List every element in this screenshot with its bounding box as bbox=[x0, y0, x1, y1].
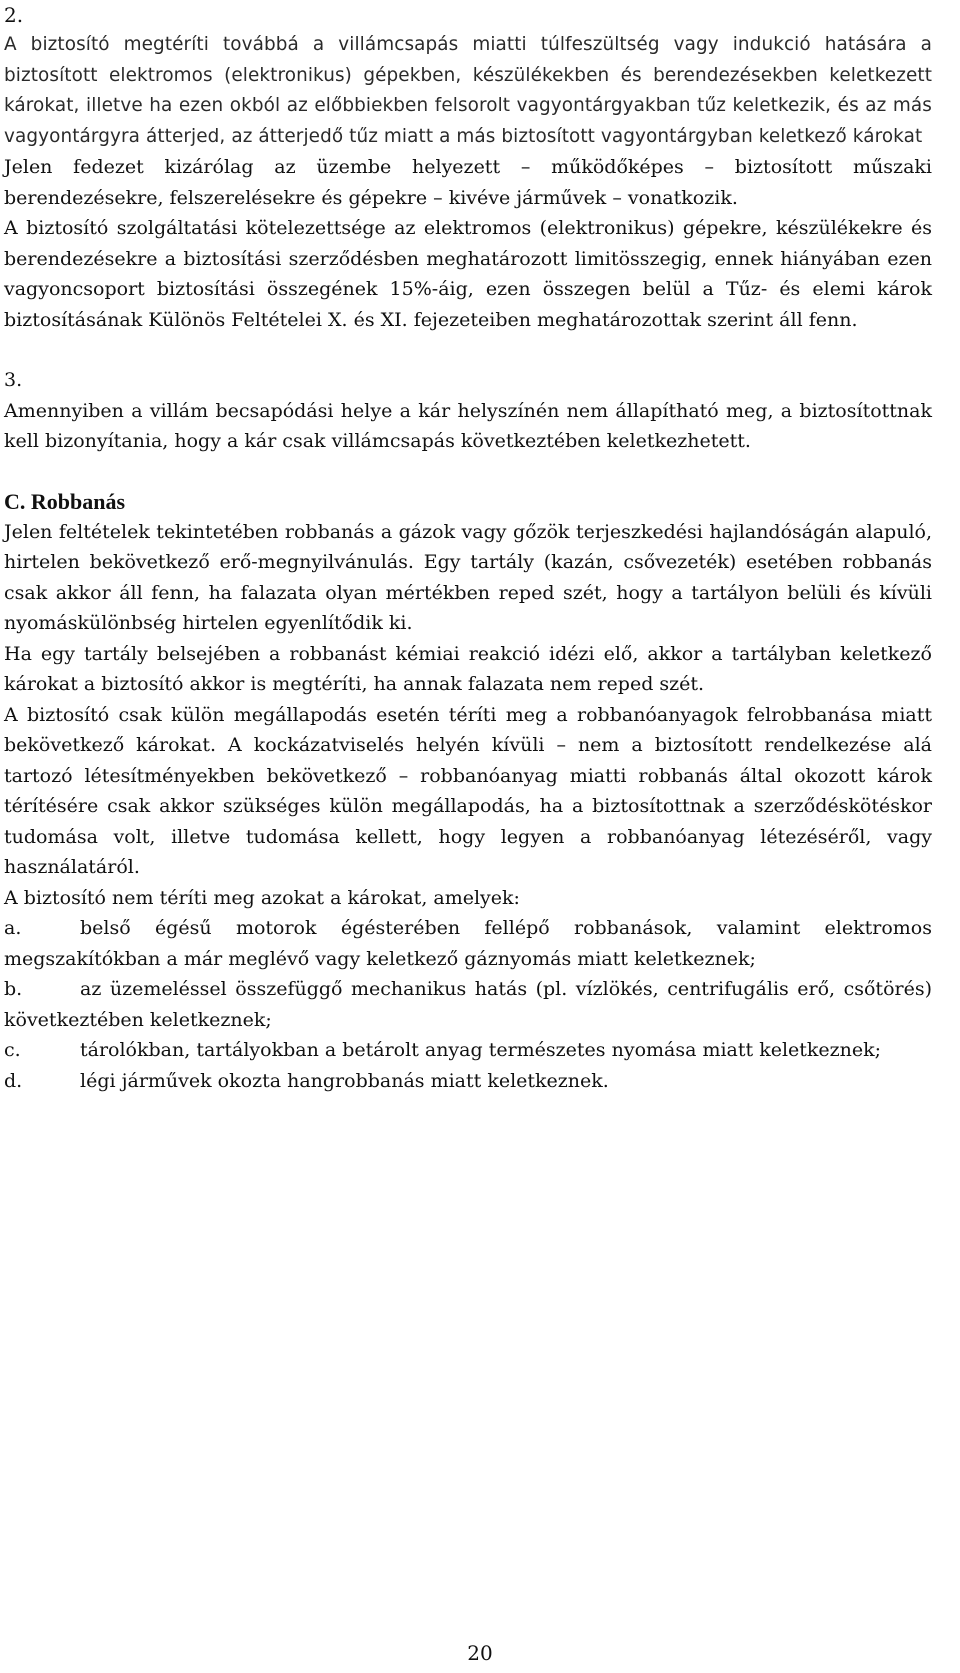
section-2-paragraph-1: A biztosító megtéríti továbbá a villámcsapás miatti túlfeszültség vagy indukció hatására a biztosított elektromos (elektronikus) gépekben, készülékekben és berendezésekben keletkezett károkat, illetve ha ezen okból az előbbiekben felsorolt vagyontárgyakban tűz keletkezik, és az más vagyontárgyra átterjed, az átterjedő tűz miatt a más biztosított vagyontárgyban keletkező károkat bbox=[4, 34, 932, 147]
list-item-text: belső égésű motorok égésterében fellépő robbanások, valamint elektromos megszakítókban a már meglévő vagy keletkező gáznyomás miatt keletkeznek; bbox=[4, 917, 932, 970]
section-c-heading: C. Robbanás bbox=[4, 488, 126, 514]
list-item bbox=[4, 1035, 932, 1066]
section-c-paragraph-2: Ha egy tartály belsejében a robbanást kémiai reakció idézi elő, akkor a tartályban keletkező károkat a biztosító akkor is megtéríti, ha annak falazata nem reped szét. bbox=[4, 642, 932, 695]
exclusion-list bbox=[4, 913, 932, 1096]
section-3-paragraph-1: Amennyiben a villám becsapódási helye a kár helyszínén nem állapítható meg, a biztosítottnak kell bizonyítania, hogy a kár csak villámcsapás következtében keletkezhetett. bbox=[4, 399, 932, 452]
list-item-text: az üzemeléssel összefüggő mechanikus hatás (pl. vízlökés, centrifugális erő, csőtörés) következtében keletkeznek; bbox=[4, 978, 932, 1031]
section-c-paragraph-3: A biztosító csak külön megállapodás esetén téríti meg a robbanóanyagok felrobbanása miatt bekövetkező károkat. A kockázatviselés helyén kívüli – nem a biztosított rendelkezése alá tartozó létesítményekben bekövetkező – robbanóanyag miatti robbanás által okozott károk térítésére csak akkor szükséges külön megállapodás, ha a biztosítottnak a szerződéskötéskor tudomása volt, illetve tudomása kellett, hogy legyen a robbanóanyag létezéséről, vagy használatáról. bbox=[4, 703, 932, 878]
list-item bbox=[4, 913, 932, 974]
list-item-letter: b. bbox=[4, 978, 23, 1000]
section-c-paragraph-1: Jelen feltételek tekintetében robbanás a gázok vagy gőzök terjeszkedési hajlandóságán alapuló, hirtelen bekövetkező erő-megnyilvánulás. Egy tartály (kazán, csővezeték) esetében robbanás csak akkor áll fenn, ha falazata olyan mértékben reped szét, hogy a tartályon belüli és kívüli nyomáskülönbség hirtelen egyenlítődik ki. bbox=[4, 520, 932, 634]
exclusion-list-intro: A biztosító nem téríti meg azokat a károkat, amelyek: bbox=[4, 886, 520, 909]
spacer bbox=[4, 335, 932, 365]
section-2-number: 2. bbox=[4, 3, 24, 27]
list-item-text: légi járművek okozta hangrobbanás miatt keletkeznek. bbox=[80, 1069, 609, 1092]
list-item-letter: a. bbox=[4, 917, 22, 939]
spacer bbox=[4, 457, 932, 487]
list-item bbox=[4, 974, 932, 1035]
page-number: 20 bbox=[467, 1641, 493, 1665]
list-item-letter: c. bbox=[4, 1039, 21, 1061]
section-2-paragraph-2: Jelen fedezet kizárólag az üzembe helyezett – működőképes – biztosított műszaki berendezésekre, felszerelésekre és gépekre – kivéve járművek – vonatkozik. bbox=[4, 156, 932, 209]
page-content bbox=[4, 0, 932, 1096]
section-2-paragraph-3: A biztosító szolgáltatási kötelezettsége az elektromos (elektronikus) gépekre, készülékekre és berendezésekre a biztosítási szerződésben meghatározott limitösszegig, ennek hiányában ezen vagyoncsoport biztosítási összegének 15%-áig, ezen összegen belül a Tűz- és elemi károk biztosításának Különös Feltételei X. és XI. fejezeteiben meghatározottak szerint áll fenn. bbox=[4, 217, 932, 331]
list-item-letter: d. bbox=[4, 1069, 23, 1092]
section-3-number: 3. bbox=[4, 369, 23, 391]
list-item-text: tárolókban, tartályokban a betárolt anyag természetes nyomása miatt keletkeznek; bbox=[80, 1039, 882, 1061]
list-item bbox=[4, 1066, 932, 1097]
